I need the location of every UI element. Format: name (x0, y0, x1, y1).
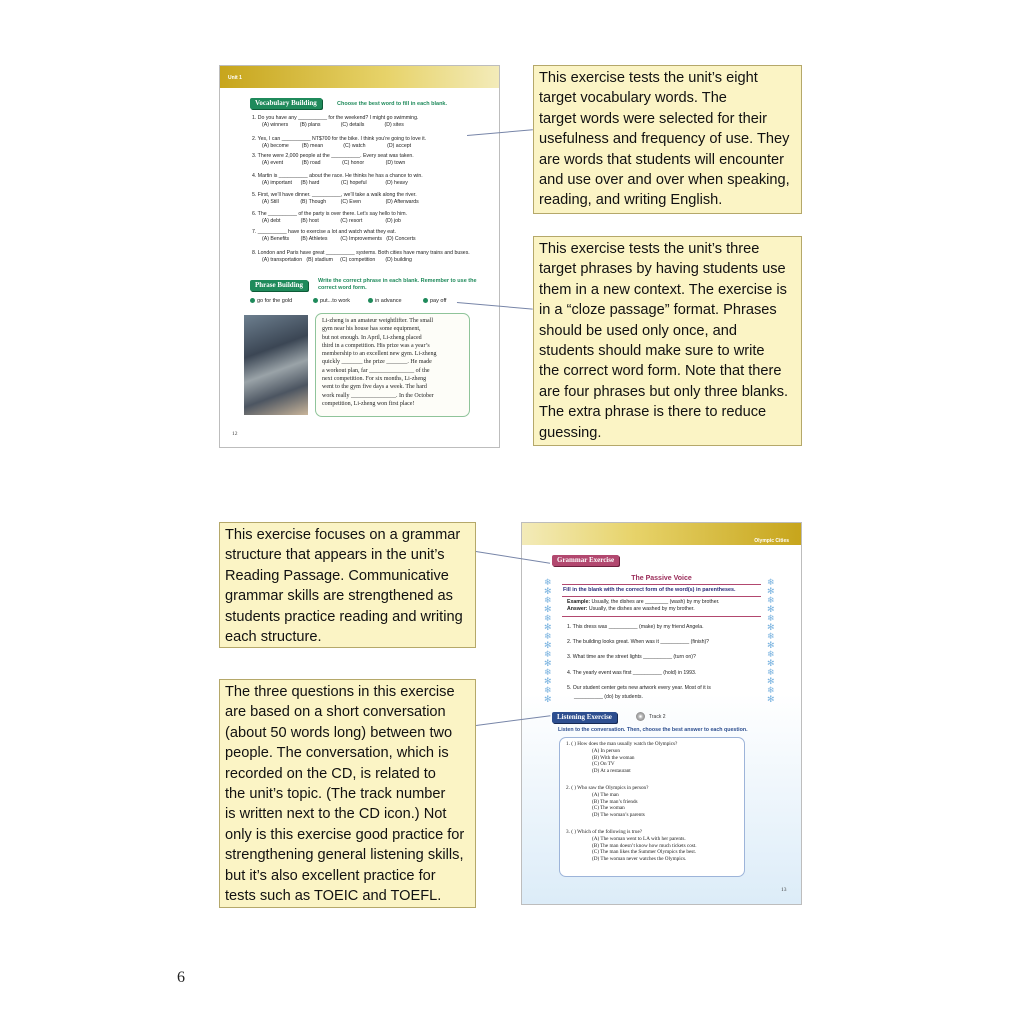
callout-line: is written next to the CD icon.) Not (225, 806, 447, 823)
vocab-question-text: 2. Yes, I can __________ NT$700 for the bike. I think you’re going to love it. (252, 136, 427, 142)
phrase-bullet-icon (368, 298, 373, 303)
vocab-question (252, 153, 472, 167)
passage-line: membership to an excellent new gym. Li-zheng (322, 351, 437, 358)
vocab-question-text: 4. Martin is __________ about the race. He thinks he has a chance to win. (252, 173, 423, 179)
listening-option: (C) On TV (592, 761, 615, 768)
vocab-question-text: 6. The __________ of the party is over there. Let’s say hello to him. (252, 211, 407, 217)
callout-line: structure that appears in the unit’s (225, 547, 445, 564)
grammar-callout (219, 522, 476, 648)
vocab-question (252, 192, 472, 206)
callout-line: strengthening general listening skills, (225, 847, 464, 864)
callout-line: This exercise tests the unit’s three (539, 241, 760, 257)
grammar-question: 3. What time are the street lights __________ (turn on)? (567, 654, 696, 660)
grammar-exercise-badge: Grammar Exercise (552, 555, 619, 566)
listening-callout (219, 679, 476, 908)
listening-option: (C) The man likes the Summer Olympics the best. (592, 849, 697, 856)
phrase-building-badge: Phrase Building (250, 280, 308, 291)
listening-option: (B) The man’s friends (592, 798, 638, 805)
grammar-question: 5. Our student center gets new artwork every year. Most of it is (567, 685, 711, 691)
grammar-instruction: Fill in the blank with the correct form of the word(s) in parentheses. (563, 587, 736, 593)
listening-option: (C) The woman (592, 805, 625, 812)
page-number-13: 13 (781, 887, 787, 893)
cd-icon (636, 712, 645, 721)
vocab-options: (A) debt (B) host (C) resort (D) job (262, 217, 401, 224)
callout-line: recorded on the CD, is related to (225, 765, 436, 782)
phrase-option (250, 298, 292, 304)
callout-line: The extra phrase is there to reduce (539, 404, 767, 421)
cloze-passage-box (315, 313, 470, 417)
page-footer-number: 6 (177, 969, 185, 986)
callout-line: students should make sure to write (539, 343, 765, 360)
passage-line: Li-zheng is an amateur weightlifter. The small (322, 318, 434, 324)
phrase-callout (533, 236, 802, 446)
callout-line: usefulness and frequency of use. They (539, 131, 790, 148)
listening-option: (D) The woman’s parents (592, 812, 645, 819)
grammar-question: 4. The yearly event was first __________ (hold) in 1993. (567, 670, 697, 676)
vocab-options: (A) Still (B) Though (C) Even (D) Afterwards (262, 198, 419, 205)
grammar-question: 1. This dress was __________ (make) by my friend Angela. (567, 624, 704, 630)
callout-line: tests such as TOEIC and TOEFL. (225, 888, 442, 905)
callout-line: grammar skills are strengthened as (225, 588, 453, 605)
vocab-options: (A) become (B) mean (C) watch (D) accept (262, 142, 412, 149)
callout-line: the unit’s topic. (The track number (225, 786, 446, 803)
passage-line: gym near his house has some equipment, (322, 326, 421, 333)
callout-line: This exercise tests the unit’s eight (539, 70, 758, 86)
listening-question-box (559, 737, 745, 877)
vocab-question (252, 229, 472, 243)
grammar-rule-2 (562, 596, 761, 597)
phrase-option (423, 298, 446, 304)
callout-line: (about 50 words long) between two (225, 724, 453, 741)
grammar-rule (562, 584, 761, 585)
answer-row (567, 606, 695, 613)
listening-option: (B) With the woman (592, 754, 635, 761)
callout-line: reading, and writing English. (539, 192, 723, 209)
listening-option: (D) At a restaurant (592, 768, 631, 775)
answer-label: Answer: (567, 606, 588, 612)
snowflake-border-right: ❄ ✻ ❄ ✻ ❄ ✻ ❄ ✻ ❄ ✻ ❄ ✻ ❄ ✻ (767, 577, 775, 704)
page-number-12: 12 (232, 431, 238, 437)
vocab-question (252, 211, 472, 225)
listening-option: (B) The man doesn’t know how much tickets cost. (592, 842, 697, 849)
listening-question (566, 785, 648, 819)
vocab-question (252, 136, 472, 150)
page-header-bar (220, 66, 499, 88)
callout-line: and use over and over when speaking, (539, 172, 790, 189)
callout-line: but it’s also excellent practice for (225, 867, 436, 884)
grammar-question: 2. The building looks great. When was it __________ (finish)? (567, 639, 710, 645)
grammar-heading: The Passive Voice (631, 575, 692, 582)
listening-instruction: Listen to the conversation. Then, choose the best answer to each question. (558, 727, 748, 733)
vocabulary-building-badge: Vocabulary Building (250, 98, 322, 109)
phrase-option (313, 298, 350, 304)
example-row (567, 599, 719, 606)
callout-line: students practice reading and writing (225, 608, 463, 625)
listening-question (566, 829, 697, 863)
listening-option: (A) The man (592, 791, 619, 798)
vocab-question (252, 250, 472, 264)
listening-question-text: 3. ( ) Which of the following is true? (566, 829, 643, 835)
callout-line: them in a new context. The exercise is (539, 281, 787, 298)
listening-option: (A) In person (592, 747, 620, 754)
callout-line: target words were selected for their (539, 110, 767, 127)
callout-line: each structure. (225, 629, 322, 646)
vocab-question-text: 3. There were 2,000 people at the __________. Every seat was taken. (252, 153, 414, 159)
example-label: Example: (567, 599, 591, 605)
callout-line: the correct word form. Note that there (539, 363, 782, 380)
callout-line: target vocabulary words. The (539, 90, 727, 107)
vocab-question-text: 5. First, we’ll have dinner. __________, we’ll take a walk along the river. (252, 192, 417, 198)
phrase-text: put...to work (320, 298, 350, 304)
weightlifter-photo (244, 315, 308, 415)
passage-line: went to the gym five days a week. The hard (322, 384, 427, 391)
textbook-page-12 (219, 65, 500, 448)
phrase-text: pay off (430, 298, 447, 304)
vocab-question (252, 115, 472, 129)
vocab-instruction: Choose the best word to fill in each blank. (337, 101, 448, 107)
callout-line: are based on a short conversation (225, 704, 446, 721)
passage-line: but not enough. In April, Li-zheng placed (322, 334, 422, 341)
phrase-text: go for the gold (257, 298, 293, 304)
answer-text: Usually, the dishes are washed by my brother. (588, 606, 695, 612)
listening-option: (A) The woman went to LA with her parents. (592, 835, 686, 842)
callout-line: in a “cloze passage” format. Phrases (539, 302, 777, 319)
example-text: Usually, the dishes are ________ (wash) by my brother. (591, 599, 720, 605)
listening-question (566, 741, 677, 775)
vocab-options: (A) winners (B) plans (C) details (D) sites (262, 121, 404, 128)
vocab-options: (A) Benefits (B) Athletes (C) Improvements (D) Concerts (262, 235, 416, 242)
callout-line: are four phrases but only three blanks. (539, 383, 789, 400)
listening-exercise-badge: Listening Exercise (552, 712, 617, 723)
snowflake-border-left: ❄ ✻ ❄ ✻ ❄ ✻ ❄ ✻ ❄ ✻ ❄ ✻ ❄ ✻ (544, 577, 552, 704)
callout-line: Reading Passage. Communicative (225, 567, 449, 584)
phrase-text: in advance (375, 298, 402, 304)
callout-line: people. The conversation, which is (225, 745, 449, 762)
unit-label: Unit 1 (228, 75, 242, 81)
passage-line: competition, Li-zheng won first place! (322, 400, 415, 407)
listening-option: (D) The woman never watches the Olympics. (592, 856, 687, 863)
passage-line: next competition. For six months, Li-zheng (322, 376, 427, 383)
passage-line: work really _______________. In the October (322, 392, 434, 399)
vocab-options: (A) transportation (B) stadium (C) competition (D) building (262, 256, 412, 263)
callout-line: This exercise focuses on a grammar (225, 527, 461, 543)
vocab-question-text: 7. __________ have to exercise a lot and watch what they eat. (252, 229, 396, 235)
phrase-bullet-icon (423, 298, 428, 303)
listening-question-text: 1. ( ) How does the man usually watch the Olympics? (566, 741, 678, 747)
phrase-option (368, 298, 402, 304)
listening-question-text: 2. ( ) Who saw the Olympics in person? (566, 785, 649, 791)
vocab-question-text: 8. London and Paris have great __________ systems. Both cities have many trains and buses. (252, 250, 470, 256)
vocab-question (252, 173, 472, 187)
phrase-bullet-icon (313, 298, 318, 303)
vocabulary-callout (533, 65, 802, 214)
phrase-bullet-icon (250, 298, 255, 303)
callout-line: are words that students will encounter (539, 151, 784, 168)
callout-line: should be used only once, and (539, 322, 737, 339)
passage-line: a workout plan, far _______________ of the (322, 367, 430, 374)
track-label: Track 2 (649, 714, 666, 720)
grammar-question: __________ (do) by students. (574, 694, 643, 700)
callout-line: guessing. (539, 424, 602, 441)
callout-line: only is this exercise good practice for (225, 826, 465, 843)
unit-title: Olympic Cities (754, 538, 789, 544)
vocab-options: (A) important (B) hard (C) hopeful (D) heavy (262, 179, 408, 186)
passage-line: third in a competition. His prize was a year’s (322, 342, 430, 349)
vocab-question-text: 1. Do you have any __________ for the weekend? I might go swimming. (252, 115, 419, 121)
callout-line: The three questions in this exercise (225, 684, 455, 700)
textbook-page-13 (521, 522, 802, 905)
passage-line: quickly _______ the prize _______. He made (322, 359, 432, 366)
grammar-rule-3 (562, 616, 761, 617)
vocab-options: (A) event (B) road (C) honor (D) town (262, 159, 406, 166)
callout-line: target phrases by having students use (539, 261, 786, 278)
phrase-instruction: Write the correct phrase in each blank. Remember to use the correct word form. (318, 278, 477, 291)
